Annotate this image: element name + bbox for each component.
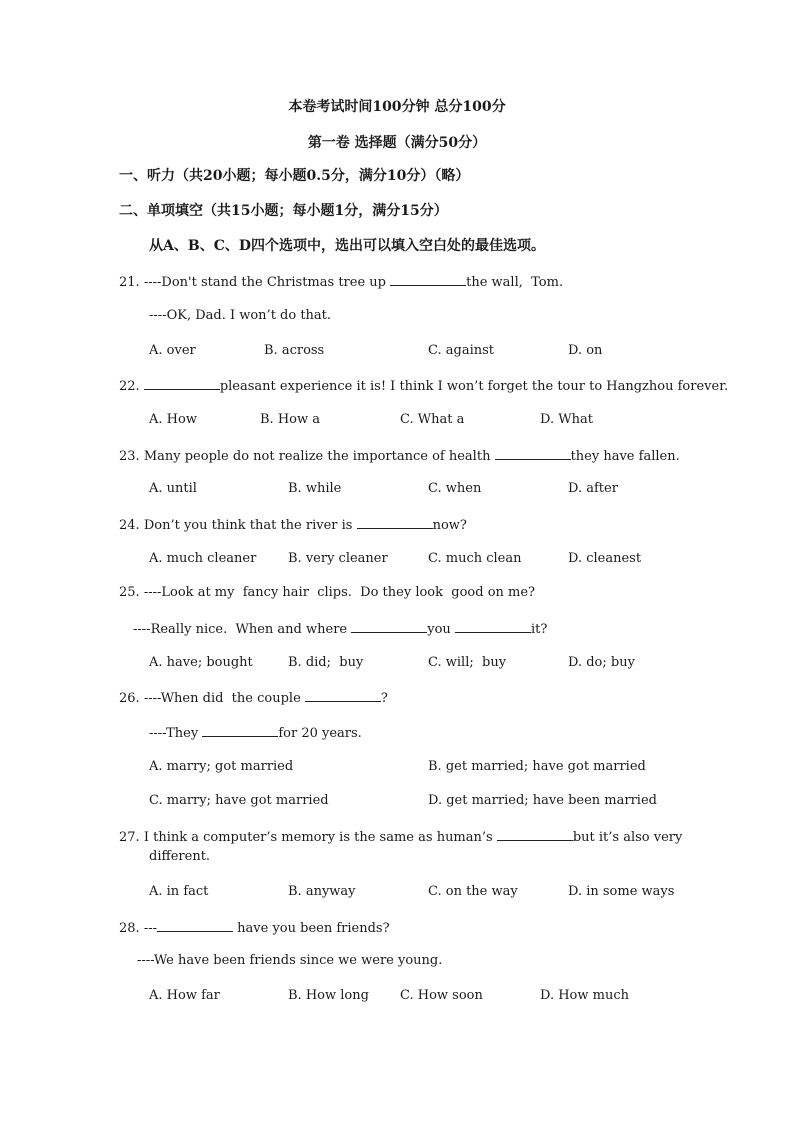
question-text: they have fallen. xyxy=(570,449,680,464)
answer-blank xyxy=(357,516,433,529)
option-a: A. have; bought xyxy=(149,655,253,670)
option-d: D. What xyxy=(540,412,593,427)
option-a: A. in fact xyxy=(149,884,209,899)
question-text: it? xyxy=(530,622,548,637)
answer-blank xyxy=(305,689,381,702)
option-d: D. cleanest xyxy=(568,551,642,566)
question-text: ----Really nice. When and where xyxy=(133,622,352,637)
question-21-followup: ----OK, Dad. I won’t do that. xyxy=(149,308,332,323)
answer-blank xyxy=(495,447,571,460)
instruction-text: 从A、B、C、D四个选项中，选出可以填入空白处的最佳选项。 xyxy=(149,238,545,254)
question-25-reply xyxy=(133,620,547,638)
answer-blank xyxy=(351,620,427,633)
question-text: ? xyxy=(380,691,388,706)
option-c: C. on the way xyxy=(428,884,518,899)
option-d: D. in some ways xyxy=(568,884,675,899)
question-text: now? xyxy=(432,518,467,533)
question-text: Many people do not realize the importance of health xyxy=(143,449,495,464)
option-c: C. against xyxy=(428,343,494,358)
question-22 xyxy=(119,377,728,395)
question-number: 24. xyxy=(119,518,140,533)
option-c: C. marry; have got married xyxy=(149,793,329,808)
option-b: B. across xyxy=(264,343,325,358)
question-text: --- xyxy=(143,921,158,936)
question-number: 21. xyxy=(119,275,140,290)
question-26-reply xyxy=(149,724,362,742)
question-number: 27. xyxy=(119,830,140,845)
question-25 xyxy=(119,585,535,601)
answer-blank xyxy=(144,377,220,390)
question-27 xyxy=(119,828,682,846)
option-c: C. How soon xyxy=(400,988,483,1003)
option-a: A. marry; got married xyxy=(149,759,294,774)
question-text: Don’t you think that the river is xyxy=(143,518,357,533)
question-text: have you been friends? xyxy=(233,921,390,936)
question-21 xyxy=(119,273,563,291)
exam-time-title: 本卷考试时间100分钟 总分100分 xyxy=(288,99,506,115)
answer-blank xyxy=(455,620,531,633)
question-number: 26. xyxy=(119,691,140,706)
option-b: B. very cleaner xyxy=(288,551,388,566)
option-a: A. over xyxy=(149,343,196,358)
question-number: 25. xyxy=(119,585,140,600)
question-text: pleasant experience it is! I think I won’t forget the tour to Hangzhou forever. xyxy=(219,379,729,394)
option-c: C. will; buy xyxy=(428,655,507,670)
option-a: A. How xyxy=(149,412,197,427)
question-27-continuation: different. xyxy=(149,849,211,864)
question-text: I think a computer’s memory is the same as human’s xyxy=(143,830,497,845)
question-28-reply: ----We have been friends since we were young. xyxy=(137,953,443,968)
option-b: B. get married; have got married xyxy=(428,759,646,774)
answer-blank xyxy=(497,828,573,841)
answer-blank xyxy=(202,724,278,737)
question-text: for 20 years. xyxy=(278,726,362,741)
option-d: D. after xyxy=(568,481,618,496)
question-number: 28. xyxy=(119,921,140,936)
option-c: C. much clean xyxy=(428,551,522,566)
option-b: B. while xyxy=(288,481,342,496)
question-text: ----They xyxy=(149,726,203,741)
option-b: B. did; buy xyxy=(288,655,364,670)
question-number: 23. xyxy=(119,449,140,464)
single-choice-section-heading: 二、单项填空（共15小题；每小题1分，满分15分） xyxy=(119,203,448,219)
option-a: A. How far xyxy=(149,988,220,1003)
question-26 xyxy=(119,689,388,707)
question-24 xyxy=(119,516,467,534)
listening-section-heading: 一、听力（共20小题；每小题0.5分，满分10分）（略） xyxy=(119,168,470,184)
question-number: 22. xyxy=(119,379,140,394)
option-d: D. on xyxy=(568,343,603,358)
option-c: C. when xyxy=(428,481,482,496)
option-d: D. get married; have been married xyxy=(428,793,657,808)
option-d: D. do; buy xyxy=(568,655,635,670)
question-text: the wall, Tom. xyxy=(466,275,564,290)
answer-blank xyxy=(157,919,233,932)
question-text: you xyxy=(427,622,455,637)
option-c: C. What a xyxy=(400,412,465,427)
option-a: A. until xyxy=(149,481,197,496)
question-text: ----Look at my fancy hair clips. Do they look good on me? xyxy=(143,585,536,600)
question-text: ----Don't stand the Christmas tree up xyxy=(143,275,391,290)
option-a: A. much cleaner xyxy=(149,551,257,566)
option-d: D. How much xyxy=(540,988,630,1003)
question-text: but it’s also very xyxy=(572,830,683,845)
question-23 xyxy=(119,447,680,465)
option-b: B. anyway xyxy=(288,884,356,899)
answer-blank xyxy=(390,273,466,286)
option-b: B. How long xyxy=(288,988,369,1003)
question-text: ----When did the couple xyxy=(143,691,305,706)
option-b: B. How a xyxy=(260,412,320,427)
part-one-title: 第一卷 选择题（满分50分） xyxy=(307,135,487,151)
question-28 xyxy=(119,919,390,937)
